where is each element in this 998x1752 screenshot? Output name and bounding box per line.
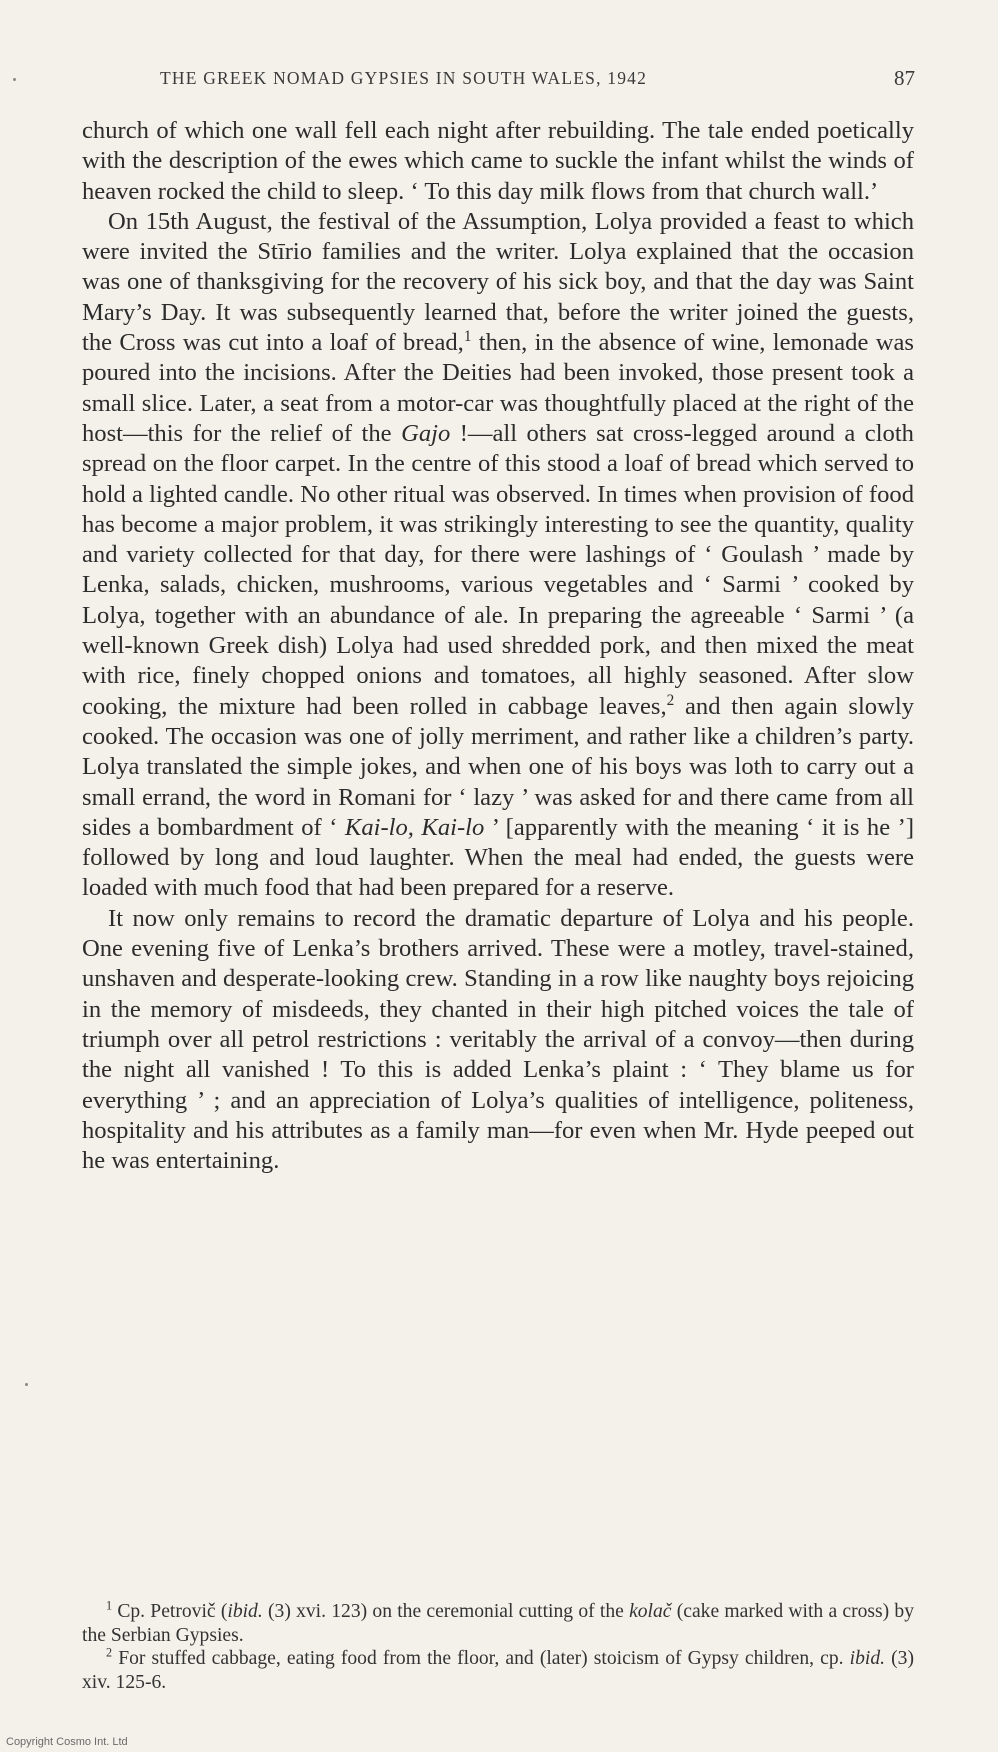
- text-run: It now only remains to record the dramatic departure of Lolya and his people. One evening five of Lenka’s brothers arrived. These were a motley, travel-stained, unshaven and desperate-looking crew. Standing in a row like naughty boys rejoicing in the memory of misdeeds, they chanted in their high pitched voices the tale of triumph over all petrol restrictions : veritably the arrival of a convoy—then during the night all vanished ! To this is added Lenka’s plaint : ‘ They blame us for everything ’ ; and an appreciation of Lolya’s qualities of intelligence, politeness, hospitality and his attributes as a family man—for even when Mr. Hyde peeped out he was entertaining.: [82, 904, 914, 1175]
- text-run: ’ [apparently with the meaning ‘ it is he ’] followed by long and loud laughter. When the meal had ended, the guests were loaded with much food that had been prepared for a reserve.: [82, 813, 915, 902]
- paragraph: [82, 207, 914, 904]
- footnote-marker: 2: [106, 1645, 113, 1660]
- text-run: and then again slowly cooked. The occasion was one of jolly merriment, and rather like a children’s party. Lolya translated the simple jokes, and when one of his boys was loth to carry out a small errand, the word in Romani for ‘ lazy ’ was asked for and there came from all sides a bombardment of ‘: [82, 692, 914, 841]
- margin-mark: [13, 78, 16, 81]
- body-text: [82, 116, 914, 1176]
- italic-text: ibid.: [849, 1648, 886, 1669]
- italic-text: kolač: [629, 1601, 672, 1622]
- footnote-marker: 1: [106, 1598, 113, 1613]
- text-run: (cake marked with a cross) by the Serbian Gypsies.: [82, 1601, 914, 1646]
- italic-text: ibid.: [227, 1601, 263, 1622]
- text-run: Cp. Petrovič (: [112, 1601, 228, 1622]
- footnotes: [82, 1600, 914, 1694]
- running-title: THE GREEK NOMAD GYPSIES IN SOUTH WALES, 1942: [160, 68, 648, 88]
- footnote: [82, 1600, 914, 1647]
- text-run: then, in the absence of wine, lemonade was poured into the incisions. After the Deities had been invoked, those present took a small slice. Later, a seat from a motor-car was thoughtfully placed at the right of the host—this for the relief of the: [82, 329, 914, 447]
- running-header: [160, 68, 915, 98]
- paragraph: [82, 116, 914, 207]
- paragraph: [82, 904, 914, 1177]
- page-number: 87: [894, 66, 915, 90]
- italic-text: Gajo: [401, 419, 451, 447]
- footnote: [82, 1647, 914, 1694]
- text-run: For stuffed cabbage, eating food from the floor, and (later) stoicism of Gypsy children, cp.: [112, 1648, 850, 1669]
- text-run: (3) xiv. 125-6.: [82, 1648, 914, 1693]
- footnote-marker: 1: [463, 327, 472, 345]
- copyright-watermark: Copyright Cosmo Int. Ltd: [6, 1736, 128, 1748]
- footnote-marker: 2: [666, 691, 675, 709]
- margin-mark: [25, 1383, 28, 1386]
- text-run: On 15th August, the festival of the Assumption, Lolya provided a feast to which were invited the Stīrio families and the writer. Lolya explained that the occasion was one of thanksgiving for the recovery of his sick boy, and that the day was Saint Mary’s Day. It was subsequently learned that, before the writer joined the guests, the Cross was cut into a loaf of bread,: [82, 207, 914, 357]
- text-run: (3) xvi. 123) on the ceremonial cutting of the: [262, 1601, 630, 1622]
- text-run: church of which one wall fell each night after rebuilding. The tale ended poetically with the description of the ewes which came to suckle the infant whilst the winds of heaven rocked the child to sleep. ‘ To this day milk flows from that church wall.’: [82, 117, 914, 205]
- italic-text: Kai-lo, Kai-lo: [344, 813, 485, 841]
- text-run: !—all others sat cross-legged around a cloth spread on the floor carpet. In the centre of this stood a loaf of bread which served to hold a lighted candle. No other ritual was observed. In times when provision of food has become a major problem, it was strikingly interesting to see the quantity, quality and variety collected for that day, for there were lashings of ‘ Goulash ’ made by Lenka, salads, chicken, mushrooms, various vegetables and ‘ Sarmi ’ cooked by Lolya, together with an abundance of ale. In preparing the agreeable ‘ Sarmi ’ (a well-known Greek dish) Lolya had used shredded pork, and then mixed the meat with rice, finely chopped onions and tomatoes, all highly seasoned. After slow cooking, the mixture had been rolled in cabbage leaves,: [82, 419, 914, 720]
